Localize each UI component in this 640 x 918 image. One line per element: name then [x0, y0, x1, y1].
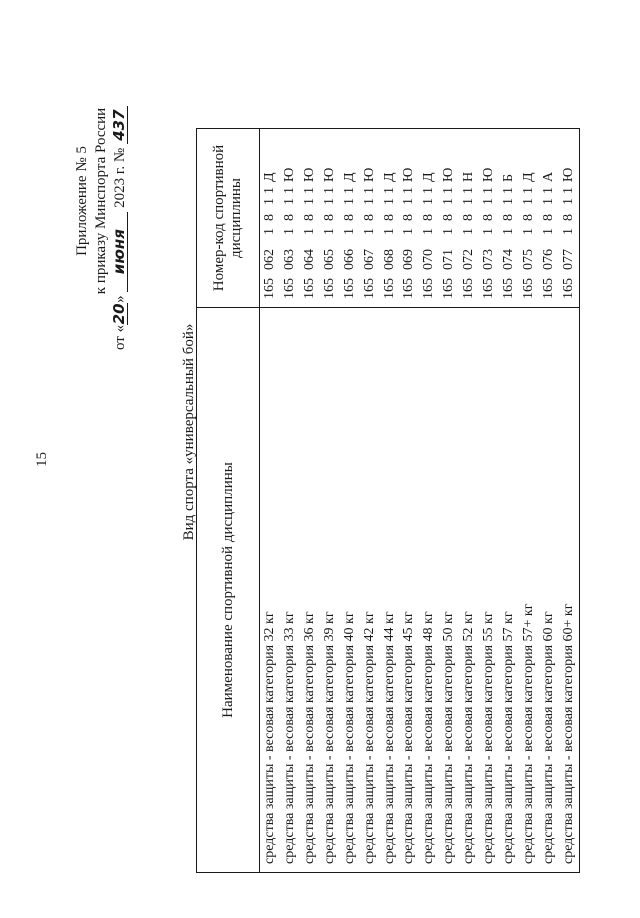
discipline-name: средства защиты - весовая категория 36 кг — [300, 308, 320, 873]
code-part: 8 — [401, 214, 417, 221]
appendix-date-line — [111, 46, 130, 356]
code-part: 165 — [301, 278, 317, 299]
code-part: 1 — [441, 228, 457, 235]
code-part: 165 — [441, 278, 457, 299]
discipline-name: средства защиты - весовая категория 45 кг — [400, 308, 420, 873]
code-part: 1 — [461, 198, 477, 205]
code-part: 8 — [381, 214, 397, 221]
appendix-block — [73, 46, 130, 356]
code-part: 064 — [301, 249, 317, 270]
code-part: 1 — [461, 187, 477, 194]
code-part: 065 — [321, 249, 337, 270]
code-part: 1 — [341, 198, 357, 205]
code-part: 1 — [321, 187, 337, 194]
code-part: 8 — [321, 214, 337, 221]
code-part: 1 — [381, 228, 397, 235]
code-part: 1 — [261, 187, 277, 194]
code-part: Ю — [301, 167, 317, 182]
code-part: 8 — [461, 214, 477, 221]
discipline-name: средства защиты - весовая категория 57+ кг — [519, 308, 539, 873]
code-part: 071 — [441, 249, 457, 270]
code-part: 1 — [361, 187, 377, 194]
code-part: 8 — [441, 214, 457, 221]
code-part: А — [540, 171, 556, 182]
table-body — [260, 129, 580, 873]
disciplines-table — [196, 128, 580, 873]
discipline-name: средства защиты - весовая категория 39 кг — [320, 308, 340, 873]
code-part: 1 — [421, 187, 437, 194]
code-part: 1 — [520, 198, 536, 205]
code-part: 8 — [481, 214, 497, 221]
code-part: 1 — [461, 228, 477, 235]
year-text: 2023 г. № — [112, 147, 128, 208]
code-part: 063 — [281, 249, 297, 270]
page-number: 15 — [34, 452, 50, 467]
table-row — [380, 129, 400, 873]
code-part: 1 — [520, 228, 536, 235]
discipline-code — [260, 129, 280, 308]
table-row — [419, 129, 439, 873]
code-part: 165 — [281, 278, 297, 299]
code-part: 1 — [341, 187, 357, 194]
handwritten-day: 20 — [110, 303, 128, 325]
code-part: 1 — [421, 228, 437, 235]
code-part: 1 — [321, 228, 337, 235]
code-part: 8 — [501, 214, 517, 221]
handwritten-order-number: 437 — [111, 106, 128, 144]
discipline-name: средства защиты - весовая категория 32 кг — [260, 308, 280, 873]
code-part: Н — [461, 171, 477, 182]
table-row — [340, 129, 360, 873]
code-part: 1 — [441, 187, 457, 194]
code-part: Ю — [321, 167, 337, 182]
code-part: 165 — [381, 278, 397, 299]
code-part: Ю — [481, 167, 497, 182]
code-part: 165 — [540, 278, 556, 299]
code-part: 165 — [261, 278, 277, 299]
code-part: 1 — [401, 198, 417, 205]
code-part: 165 — [341, 278, 357, 299]
discipline-code — [559, 129, 580, 308]
appendix-order-line: к приказу Минспорта России — [93, 107, 109, 295]
discipline-name: средства защиты - весовая категория 40 кг — [340, 308, 360, 873]
code-part: 073 — [481, 249, 497, 270]
header-code: Номер-код спортивной дисциплины — [197, 129, 260, 308]
table-row — [320, 129, 340, 873]
discipline-code — [400, 129, 420, 308]
code-part: 1 — [381, 198, 397, 205]
code-part: 1 — [341, 228, 357, 235]
table-row — [479, 129, 499, 873]
discipline-code — [320, 129, 340, 308]
discipline-name: средства защиты - весовая категория 42 кг — [360, 308, 380, 873]
code-part: 165 — [461, 278, 477, 299]
code-part: 1 — [520, 187, 536, 194]
code-part: 1 — [361, 228, 377, 235]
discipline-code — [280, 129, 300, 308]
code-part: 067 — [361, 249, 377, 270]
code-part: Ю — [281, 167, 297, 182]
code-part: 165 — [401, 278, 417, 299]
section-title: Вид спорта «универсальный бой» — [181, 323, 197, 541]
code-part: 1 — [540, 198, 556, 205]
discipline-code — [519, 129, 539, 308]
code-part: 1 — [481, 187, 497, 194]
code-part: 8 — [281, 214, 297, 221]
code-part: 1 — [261, 228, 277, 235]
code-part: 066 — [341, 249, 357, 270]
code-part: Д — [341, 172, 357, 182]
date-prefix: от « — [112, 324, 128, 350]
code-part: 8 — [421, 214, 437, 221]
code-part: 165 — [361, 278, 377, 299]
code-part: Ю — [361, 167, 377, 182]
code-part: 1 — [281, 228, 297, 235]
code-part: 165 — [520, 278, 536, 299]
discipline-code — [300, 129, 320, 308]
discipline-code — [499, 129, 519, 308]
code-part: Д — [381, 172, 397, 182]
code-part: 1 — [501, 198, 517, 205]
code-part: 074 — [501, 249, 517, 270]
handwritten-month: июня — [111, 212, 128, 292]
code-part: 1 — [301, 228, 317, 235]
date-mid: » — [112, 295, 128, 303]
code-part: 062 — [261, 249, 277, 270]
discipline-code — [479, 129, 499, 308]
table-row — [439, 129, 459, 873]
code-part: 1 — [381, 187, 397, 194]
discipline-name: средства защиты - весовая категория 52 кг — [459, 308, 479, 873]
code-part: 165 — [560, 278, 576, 299]
disciplines-table-wrap — [196, 129, 580, 873]
code-part: 1 — [321, 198, 337, 205]
discipline-name: средства защиты - весовая категория 55 кг — [479, 308, 499, 873]
table-row — [360, 129, 380, 873]
table-header-row — [197, 129, 260, 873]
code-part: 8 — [261, 214, 277, 221]
table-row — [300, 129, 320, 873]
discipline-code — [360, 129, 380, 308]
table-row — [400, 129, 420, 873]
table-row — [280, 129, 300, 873]
table-row — [459, 129, 479, 873]
code-part: 1 — [281, 198, 297, 205]
code-part: 1 — [540, 228, 556, 235]
table-row — [559, 129, 580, 873]
code-part: 1 — [560, 228, 576, 235]
discipline-code — [419, 129, 439, 308]
code-part: 8 — [560, 214, 576, 221]
code-part: 8 — [341, 214, 357, 221]
code-part: 077 — [560, 249, 576, 270]
code-part: 1 — [261, 198, 277, 205]
code-part: 165 — [501, 278, 517, 299]
code-part: 165 — [421, 278, 437, 299]
code-part: 072 — [461, 249, 477, 270]
code-part: 1 — [501, 187, 517, 194]
discipline-name: средства защиты - весовая категория 33 кг — [280, 308, 300, 873]
code-part: 1 — [301, 198, 317, 205]
appendix-title: Приложение № 5 — [74, 146, 90, 256]
code-part: 8 — [540, 214, 556, 221]
discipline-name: средства защиты - весовая категория 60+ кг — [559, 308, 580, 873]
table-row — [519, 129, 539, 873]
code-part: 076 — [540, 249, 556, 270]
discipline-code — [539, 129, 559, 308]
discipline-name: средства защиты - весовая категория 50 кг — [439, 308, 459, 873]
code-part: 070 — [421, 249, 437, 270]
code-part: Ю — [560, 167, 576, 182]
code-part: 069 — [401, 249, 417, 270]
code-part: 1 — [281, 187, 297, 194]
discipline-name: средства защиты - весовая категория 60 кг — [539, 308, 559, 873]
code-part: 8 — [301, 214, 317, 221]
discipline-code — [439, 129, 459, 308]
discipline-code — [380, 129, 400, 308]
discipline-name: средства защиты - весовая категория 44 кг — [380, 308, 400, 873]
discipline-name: средства защиты - весовая категория 48 кг — [419, 308, 439, 873]
code-part: Д — [520, 172, 536, 182]
code-part: Д — [421, 172, 437, 182]
code-part: 1 — [481, 228, 497, 235]
table-row — [499, 129, 519, 873]
code-part: 1 — [441, 198, 457, 205]
code-part: Ю — [441, 167, 457, 182]
discipline-code — [459, 129, 479, 308]
code-part: 1 — [401, 228, 417, 235]
code-part: 075 — [520, 249, 536, 270]
code-part: 8 — [520, 214, 536, 221]
table-row — [539, 129, 559, 873]
code-part: 8 — [361, 214, 377, 221]
code-part: 1 — [421, 198, 437, 205]
code-part: 1 — [401, 187, 417, 194]
code-part: 165 — [321, 278, 337, 299]
code-part: Ю — [401, 167, 417, 182]
code-part: 068 — [381, 249, 397, 270]
code-part: 1 — [481, 198, 497, 205]
code-part: 1 — [560, 187, 576, 194]
discipline-code — [340, 129, 360, 308]
code-part: Б — [501, 173, 517, 182]
code-part: 1 — [540, 187, 556, 194]
code-part: 165 — [481, 278, 497, 299]
code-part: 1 — [560, 198, 576, 205]
code-part: 1 — [501, 228, 517, 235]
discipline-name: средства защиты - весовая категория 57 кг — [499, 308, 519, 873]
table-row — [260, 129, 280, 873]
code-part: 1 — [361, 198, 377, 205]
code-part: Д — [261, 172, 277, 182]
header-name: Наименование спортивной дисциплины — [197, 308, 260, 873]
code-part: 1 — [301, 187, 317, 194]
